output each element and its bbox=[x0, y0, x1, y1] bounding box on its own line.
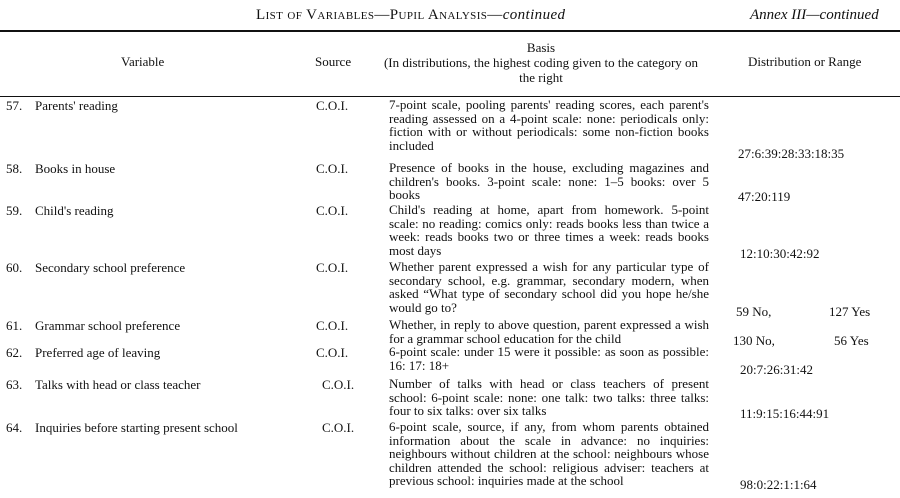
row-distribution: 98:0:22:1:1:64 bbox=[740, 477, 817, 492]
header-title-dash: — bbox=[374, 7, 390, 23]
row-source: C.O.I. bbox=[322, 420, 355, 435]
row-variable: Parents' reading bbox=[35, 98, 118, 113]
row-number: 64. bbox=[6, 420, 23, 435]
column-header-source: Source bbox=[315, 54, 352, 69]
column-header-basis-title: Basis bbox=[526, 40, 556, 55]
row-distribution-yes: 56 Yes bbox=[834, 333, 869, 348]
header-title-suffix: continued bbox=[502, 7, 566, 23]
row-source: C.O.I. bbox=[316, 318, 349, 333]
row-source: C.O.I. bbox=[316, 203, 349, 218]
row-variable: Grammar school preference bbox=[35, 318, 181, 333]
column-header-variable: Variable bbox=[121, 54, 165, 69]
row-distribution: 11:9:15:16:44:91 bbox=[740, 406, 830, 421]
column-header-basis-note: (In distributions, the highest coding given to the category on the right bbox=[383, 55, 699, 85]
row-variable: Talks with head or class teacher bbox=[35, 377, 201, 392]
row-distribution-no: 130 No, bbox=[733, 333, 775, 348]
row-variable: Child's reading bbox=[35, 203, 114, 218]
row-variable: Secondary school preference bbox=[35, 260, 186, 275]
row-distribution: 12:10:30:42:92 bbox=[740, 246, 820, 261]
row-variable: Books in house bbox=[35, 161, 116, 176]
row-basis: 6-point scale: under 15 were it possible: as soon as possible: 16: 17: 18+ bbox=[389, 344, 709, 373]
row-distribution: 47:20:119 bbox=[738, 189, 791, 204]
row-source: C.O.I. bbox=[316, 345, 349, 360]
row-basis: 7-point scale, pooling parents' reading scores, each parent's reading assessed on a 4-point scale: none: periodicals only: fiction with or without periodicals: some non-fiction books included bbox=[389, 97, 709, 153]
row-source: C.O.I. bbox=[316, 161, 349, 176]
row-basis: Child's reading at home, apart from homework. 5-point scale: no reading: comics only: reads books less than twice a week: reads books two or three times a week: reads books most days bbox=[389, 202, 709, 258]
annex-label: Annex III—continued bbox=[750, 7, 879, 23]
row-number: 62. bbox=[6, 345, 23, 360]
row-distribution: 27:6:39:28:33:18:35 bbox=[738, 146, 845, 161]
row-source: C.O.I. bbox=[316, 98, 349, 113]
column-header-distribution: Distribution or Range bbox=[748, 54, 862, 69]
row-number: 60. bbox=[6, 260, 23, 275]
row-number: 58. bbox=[6, 161, 23, 176]
page-header-title bbox=[256, 7, 565, 24]
column-header-basis bbox=[380, 40, 702, 85]
top-rule bbox=[0, 30, 900, 32]
row-basis: Presence of books in the house, excluding magazines and children's books. 3-point scale: none: 1–5 books: over 5 books bbox=[389, 160, 709, 203]
row-number: 59. bbox=[6, 203, 23, 218]
row-distribution-no: 59 No, bbox=[736, 304, 772, 319]
row-distribution: 20:7:26:31:42 bbox=[740, 362, 813, 377]
row-source: C.O.I. bbox=[316, 260, 349, 275]
header-title-prefix: List of Variables bbox=[256, 7, 375, 23]
row-basis: Whether parent expressed a wish for any particular type of secondary school, e.g. grammar, secondary modern, when asked “What type of secondary school did you hope he/she would go to? bbox=[389, 259, 709, 315]
header-title-main: Pupil Analysis bbox=[389, 7, 488, 23]
row-distribution-yes: 127 Yes bbox=[829, 304, 871, 319]
row-basis: Number of talks with head or class teachers of present school: 6-point scale: none: one talk: two talks: three talks: four to six talks: over six talks bbox=[389, 376, 709, 419]
row-source: C.O.I. bbox=[322, 377, 355, 392]
row-basis: Whether, in reply to above question, parent expressed a wish for a grammar school education for the child bbox=[389, 317, 709, 346]
row-number: 63. bbox=[6, 377, 23, 392]
row-number: 61. bbox=[6, 318, 23, 333]
row-basis: 6-point scale, source, if any, from whom parents obtained information about the scale in advance: no inquiries: neighbours without children at the school: neighbours whose children attended the school: religious adviser: teachers at previous school: inquiries made at the school bbox=[389, 419, 709, 489]
header-title-dash-2: — bbox=[487, 7, 503, 23]
row-variable: Preferred age of leaving bbox=[35, 345, 161, 360]
row-variable: Inquiries before starting present school bbox=[35, 420, 238, 435]
row-number: 57. bbox=[6, 98, 23, 113]
